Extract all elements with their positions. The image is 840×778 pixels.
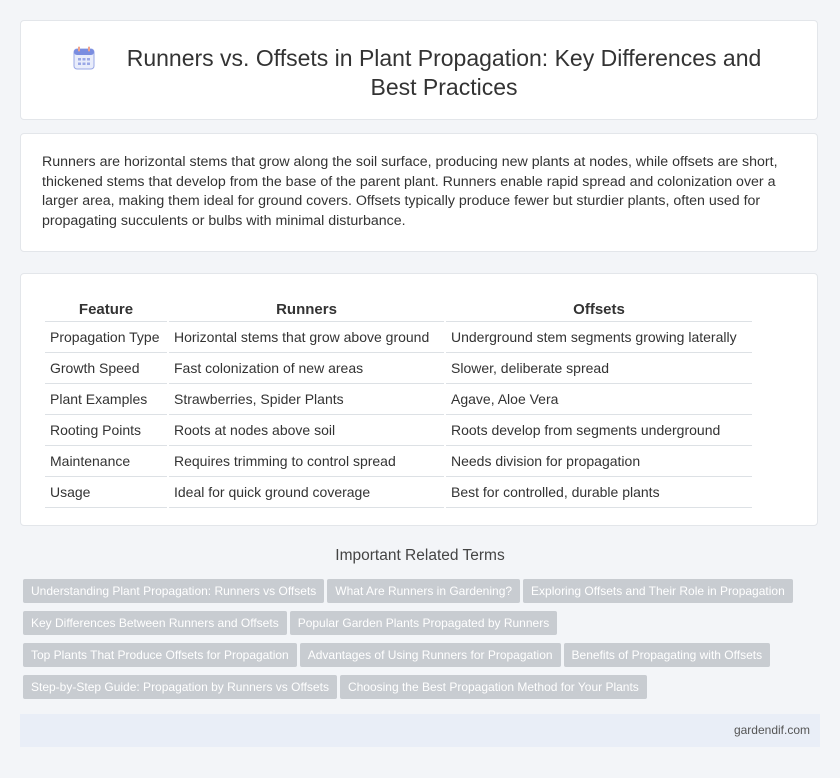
table-cell: Requires trimming to control spread	[169, 446, 444, 477]
table-cell: Plant Examples	[45, 384, 167, 415]
related-term-link[interactable]: Step-by-Step Guide: Propagation by Runners vs Offsets	[23, 675, 337, 699]
related-term-link[interactable]: Understanding Plant Propagation: Runners vs Offsets	[23, 579, 324, 603]
table-cell: Fast colonization of new areas	[169, 353, 444, 384]
comparison-table-card	[20, 273, 818, 526]
related-term-link[interactable]: Benefits of Propagating with Offsets	[564, 643, 771, 667]
header-card	[20, 20, 818, 120]
table-cell: Growth Speed	[45, 353, 167, 384]
related-term-link[interactable]: Popular Garden Plants Propagated by Runners	[290, 611, 558, 635]
related-terms-heading: Important Related Terms	[335, 547, 505, 564]
column-header: Offsets	[446, 294, 752, 322]
column-header: Runners	[169, 294, 444, 322]
table-row	[45, 384, 752, 415]
related-terms-list	[23, 579, 823, 707]
table-cell: Roots at nodes above soil	[169, 415, 444, 446]
related-term-link[interactable]: Advantages of Using Runners for Propagation	[300, 643, 561, 667]
footer-bar	[20, 714, 820, 747]
related-term-link[interactable]: Key Differences Between Runners and Offsets	[23, 611, 287, 635]
table-cell: Horizontal stems that grow above ground	[169, 322, 444, 353]
related-term-link[interactable]: Choosing the Best Propagation Method for Your Plants	[340, 675, 647, 699]
comparison-table	[43, 294, 754, 508]
table-header-row	[45, 294, 752, 322]
table-row	[45, 353, 752, 384]
related-term-link[interactable]: What Are Runners in Gardening?	[327, 579, 520, 603]
page-title: Runners vs. Offsets in Plant Propagation: Key Differences and Best Practices	[126, 45, 762, 100]
table-cell: Ideal for quick ground coverage	[169, 477, 444, 508]
table-cell: Slower, deliberate spread	[446, 353, 752, 384]
table-cell: Strawberries, Spider Plants	[169, 384, 444, 415]
table-cell: Roots develop from segments underground	[446, 415, 752, 446]
table-cell: Rooting Points	[45, 415, 167, 446]
related-term-link[interactable]: Exploring Offsets and Their Role in Propagation	[523, 579, 793, 603]
calendar-icon	[73, 46, 95, 70]
table-cell: Best for controlled, durable plants	[446, 477, 752, 508]
table-row	[45, 415, 752, 446]
intro-text: Runners are horizontal stems that grow along the soil surface, producing new plants at nodes, while offsets are short, thickened stems that develop from the base of the parent plant. Runners enable rapid spread and colonization over a larger area, making them ideal for ground covers. Offsets typically produce fewer but sturdier plants, often used for propagating succulents or bulbs with minimal disturbance.	[42, 154, 778, 229]
table-row	[45, 446, 752, 477]
site-name[interactable]: gardendif.com	[733, 723, 810, 737]
table-cell: Underground stem segments growing laterally	[446, 322, 752, 353]
column-header: Feature	[45, 294, 167, 322]
related-term-link[interactable]: Top Plants That Produce Offsets for Propagation	[23, 643, 297, 667]
table-cell: Agave, Aloe Vera	[446, 384, 752, 415]
table-cell: Maintenance	[45, 446, 167, 477]
table-cell: Propagation Type	[45, 322, 167, 353]
table-row	[45, 477, 752, 508]
intro-card	[20, 133, 818, 252]
table-cell: Needs division for propagation	[446, 446, 752, 477]
table-row	[45, 322, 752, 353]
table-cell: Usage	[45, 477, 167, 508]
